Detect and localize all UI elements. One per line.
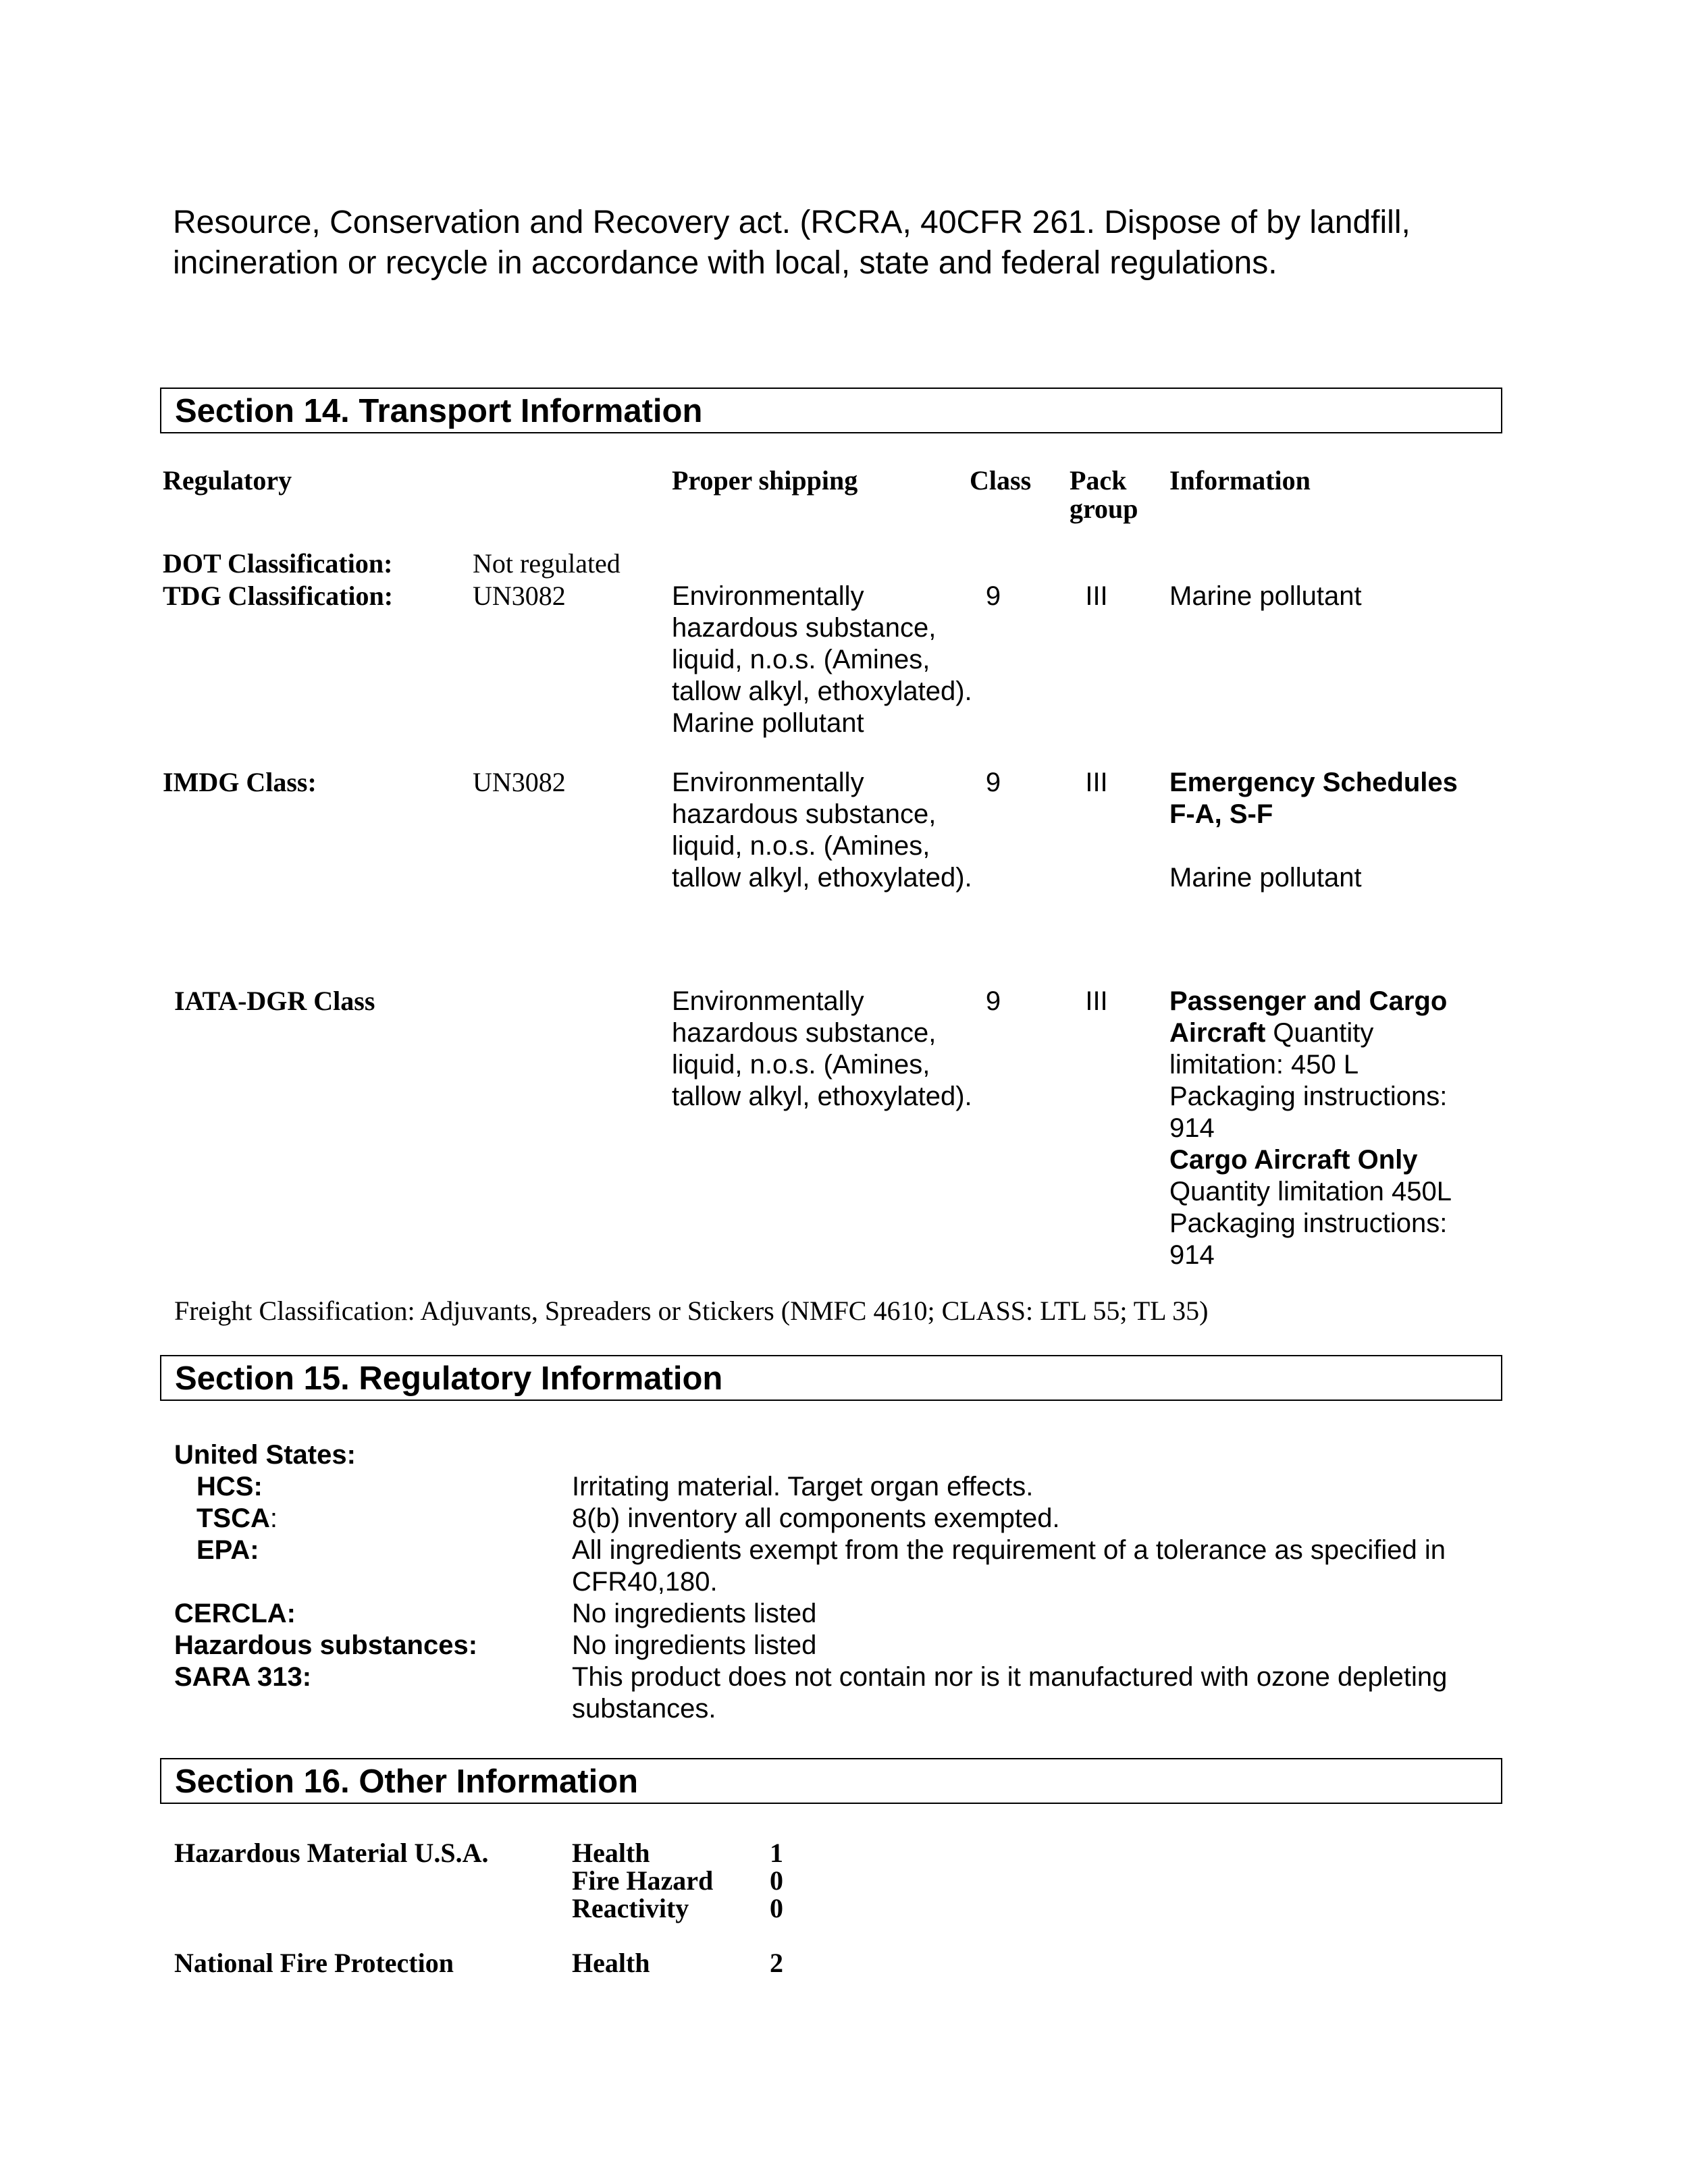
iata-cargo-packaging-number: 914	[1169, 1240, 1215, 1270]
nfp-health-value: 2	[770, 1948, 783, 1978]
sara-313-value-line-2: substances.	[572, 1694, 716, 1724]
hcs-label: HCS:	[196, 1472, 263, 1501]
tdg-class: 9	[985, 581, 1001, 611]
sara-313-value-line-1: This product does not contain nor is it manufactured with ozone depleting	[572, 1662, 1448, 1692]
tdg-pack-group: III	[1085, 581, 1108, 611]
imdg-un-number: UN3082	[473, 767, 566, 797]
hm-reactivity-value: 0	[770, 1893, 783, 1923]
iata-passenger-packaging-number: 914	[1169, 1113, 1215, 1143]
imdg-shipping-line: Environmentally	[672, 768, 864, 797]
iata-cargo-limit: Quantity limitation 450L	[1169, 1177, 1452, 1206]
united-states-label: United States:	[174, 1440, 356, 1470]
tdg-information: Marine pollutant	[1169, 581, 1362, 611]
tdg-shipping-line: Environmentally	[672, 581, 864, 611]
nfp-health-label: Health	[572, 1948, 650, 1978]
hazardous-substances-label: Hazardous substances:	[174, 1630, 478, 1660]
imdg-emergency-schedules: Emergency Schedules	[1169, 768, 1458, 797]
imdg-class: 9	[985, 768, 1001, 797]
tsca-colon: :	[269, 1503, 278, 1533]
section-14-title: Section 14. Transport Information	[175, 393, 703, 429]
col-header-information: Information	[1169, 465, 1311, 496]
iata-class: 9	[985, 986, 1001, 1016]
hm-reactivity-label: Reactivity	[572, 1893, 689, 1923]
hcs-value: Irritating material. Target organ effects.	[572, 1472, 1034, 1501]
tdg-shipping-line: tallow alkyl, ethoxylated).	[672, 676, 972, 706]
iata-cargo-only-heading: Cargo Aircraft Only	[1169, 1145, 1418, 1175]
section-15-title: Section 15. Regulatory Information	[175, 1360, 723, 1397]
tdg-classification-label: TDG Classification:	[163, 581, 394, 611]
iata-quantity-word: Quantity	[1265, 1018, 1374, 1048]
imdg-shipping-line: hazardous substance,	[672, 799, 937, 829]
epa-label: EPA:	[196, 1535, 259, 1565]
disposal-text-line-1: Resource, Conservation and Recovery act. (RCRA, 40CFR 261. Dispose of by landfill,	[173, 205, 1410, 240]
iata-shipping-line: hazardous substance,	[672, 1018, 937, 1048]
iata-passenger-cargo-heading: Passenger and Cargo	[1169, 986, 1448, 1016]
col-header-pack: Pack	[1070, 465, 1127, 496]
tdg-shipping-line: hazardous substance,	[672, 613, 937, 643]
freight-classification: Freight Classification: Adjuvants, Spreaders or Stickers (NMFC 4610; CLASS: LTL 55; TL 35)	[174, 1296, 1209, 1326]
tsca-value: 8(b) inventory all components exempted.	[572, 1503, 1060, 1533]
col-header-regulatory: Regulatory	[163, 465, 292, 496]
sara-313-label: SARA 313:	[174, 1662, 312, 1692]
tdg-shipping-line: Marine pollutant	[672, 708, 864, 738]
epa-value-line-2: CFR40,180.	[572, 1567, 718, 1597]
national-fire-protection-label: National Fire Protection	[174, 1948, 454, 1978]
col-header-proper-shipping: Proper shipping	[672, 465, 858, 496]
iata-shipping-line: Environmentally	[672, 986, 864, 1016]
iata-pack-group: III	[1085, 986, 1108, 1016]
tdg-un-number: UN3082	[473, 581, 566, 611]
imdg-shipping-line: tallow alkyl, ethoxylated).	[672, 863, 972, 893]
cercla-label: CERCLA:	[174, 1599, 296, 1628]
iata-passenger-limit: limitation: 450 L	[1169, 1050, 1359, 1080]
hm-fire-hazard-label: Fire Hazard	[572, 1865, 714, 1896]
section-15-header	[160, 1355, 1502, 1401]
dot-classification-label: DOT Classification:	[163, 548, 393, 579]
hazardous-material-usa-label: Hazardous Material U.S.A.	[174, 1838, 489, 1868]
imdg-class-label: IMDG Class:	[163, 767, 317, 797]
hm-health-label: Health	[572, 1838, 650, 1868]
tdg-shipping-line: liquid, n.o.s. (Amines,	[672, 645, 930, 674]
imdg-emergency-codes: F-A, S-F	[1169, 799, 1273, 829]
iata-aircraft-heading: Aircraft	[1169, 1018, 1266, 1048]
iata-cargo-packaging: Packaging instructions:	[1169, 1208, 1448, 1238]
dot-classification-value: Not regulated	[473, 548, 621, 579]
hm-fire-hazard-value: 0	[770, 1865, 783, 1896]
col-header-class: Class	[970, 465, 1032, 496]
iata-passenger-packaging: Packaging instructions:	[1169, 1082, 1448, 1111]
section-14-header	[160, 388, 1502, 433]
iata-dgr-class-label: IATA-DGR Class	[174, 986, 375, 1016]
col-header-group: group	[1070, 494, 1138, 524]
cercla-value: No ingredients listed	[572, 1599, 817, 1628]
iata-shipping-line: liquid, n.o.s. (Amines,	[672, 1050, 930, 1080]
imdg-shipping-line: liquid, n.o.s. (Amines,	[672, 831, 930, 861]
tsca-label-line	[196, 1503, 278, 1535]
tsca-label: TSCA	[196, 1503, 270, 1533]
epa-value-line-1: All ingredients exempt from the requirement of a tolerance as specified in	[572, 1535, 1446, 1565]
section-16-title: Section 16. Other Information	[175, 1763, 639, 1800]
hazardous-substances-value: No ingredients listed	[572, 1630, 817, 1660]
hm-health-value: 1	[770, 1838, 783, 1868]
disposal-text-line-2: incineration or recycle in accordance with local, state and federal regulations.	[173, 245, 1277, 281]
imdg-information: Marine pollutant	[1169, 863, 1362, 893]
section-16-header	[160, 1758, 1502, 1804]
iata-shipping-line: tallow alkyl, ethoxylated).	[672, 1082, 972, 1111]
iata-aircraft-quantity	[1169, 1017, 1373, 1049]
imdg-pack-group: III	[1085, 768, 1108, 797]
